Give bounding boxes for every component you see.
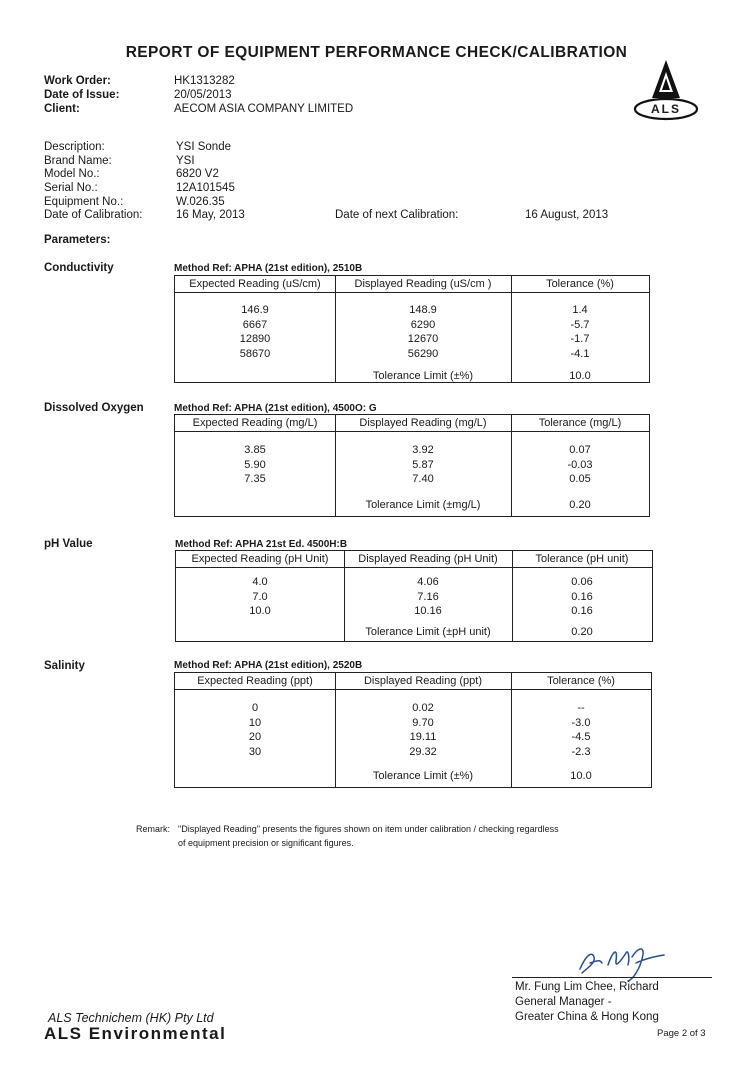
displayed-value: 56290 xyxy=(407,347,439,360)
tolerance-value: -4.5 xyxy=(571,731,591,743)
section-title: Conductivity xyxy=(44,262,114,274)
tolerance-value: -5.7 xyxy=(570,318,590,331)
work-order-value: HK1313282 xyxy=(174,75,235,87)
calibration-date-value: 16 May, 2013 xyxy=(176,209,245,221)
tolerance-value: -3.0 xyxy=(571,716,591,729)
tolerance-header: Tolerance (%) xyxy=(547,675,615,687)
equipment-value: W.026.35 xyxy=(176,196,225,208)
model-label: Model No.: xyxy=(44,168,100,180)
tolerance-value: 1.4 xyxy=(572,304,588,316)
expected-value: 0 xyxy=(251,702,259,714)
tolerance-limit-value: 0.20 xyxy=(571,626,593,638)
company-name: ALS Technichem (HK) Pty Ltd xyxy=(48,1011,214,1025)
displayed-header: Displayed Reading (ppt) xyxy=(363,675,482,687)
displayed-value: 4.06 xyxy=(417,576,439,588)
tolerance-value: -4.1 xyxy=(570,347,590,360)
tolerance-limit-label: Tolerance Limit (±%) xyxy=(372,770,474,782)
tolerance-value: 0.16 xyxy=(571,605,593,617)
displayed-value: 148.9 xyxy=(409,304,437,316)
tolerance-value: -0.03 xyxy=(567,458,593,471)
als-logo-text: ALS xyxy=(651,102,681,116)
displayed-value: 0.02 xyxy=(412,702,434,714)
expected-value: 3.85 xyxy=(244,444,266,456)
displayed-value: 5.87 xyxy=(412,458,434,471)
page-number: Page 2 of 3 xyxy=(657,1028,706,1039)
method-reference: Method Ref: APHA 21st Ed. 4500H:B xyxy=(175,539,348,550)
model-value: 6820 V2 xyxy=(176,168,219,180)
displayed-value: 6290 xyxy=(410,318,436,331)
remark xyxy=(136,822,559,850)
displayed-value: 19.11 xyxy=(409,731,437,743)
tolerance-value: -1.7 xyxy=(570,333,590,345)
expected-value: 10 xyxy=(248,716,262,729)
tolerance-value: 0.16 xyxy=(571,590,593,603)
tolerance-limit-value: 10.0 xyxy=(569,370,591,382)
calibration-table xyxy=(174,414,650,517)
method-reference: Method Ref: APHA (21st edition), 4500O: G xyxy=(174,403,377,414)
tolerance-value: -- xyxy=(577,702,585,714)
expected-header: Expected Reading (ppt) xyxy=(197,675,313,687)
expected-header: Expected Reading (uS/cm) xyxy=(189,278,321,290)
serial-label: Serial No.: xyxy=(44,182,98,194)
description-label: Description: xyxy=(44,141,105,153)
calibration-table xyxy=(174,672,652,788)
signatory-name: Mr. Fung Lim Chee, Richard xyxy=(515,981,659,993)
work-order-label: Work Order: xyxy=(44,75,111,87)
displayed-value: 7.40 xyxy=(412,473,434,485)
expected-value: 7.35 xyxy=(244,473,266,485)
remark-label: Remark: xyxy=(136,824,171,834)
tolerance-limit-label: Tolerance Limit (±mg/L) xyxy=(365,499,481,511)
expected-value: 6667 xyxy=(242,318,268,331)
displayed-value: 9.70 xyxy=(412,716,434,729)
expected-value: 5.90 xyxy=(244,458,266,471)
issue-date-value: 20/05/2013 xyxy=(174,89,232,101)
tolerance-value: 0.05 xyxy=(569,473,591,485)
displayed-header: Displayed Reading (uS/cm ) xyxy=(354,278,492,290)
client-value: AECOM ASIA COMPANY LIMITED xyxy=(174,103,354,115)
als-logo xyxy=(632,58,700,122)
calibration-table xyxy=(174,275,650,383)
calibration-date-label: Date of Calibration: xyxy=(44,209,143,221)
displayed-value: 10.16 xyxy=(414,605,442,617)
remark-line-2: of equipment precision or significant figures. xyxy=(178,838,354,848)
handwritten-signature xyxy=(572,935,672,983)
expected-value: 30 xyxy=(248,745,262,758)
next-calibration-label: Date of next Calibration: xyxy=(335,209,459,221)
tolerance-header: Tolerance (mg/L) xyxy=(538,417,622,429)
section-title: pH Value xyxy=(44,538,93,550)
report-title: REPORT OF EQUIPMENT PERFORMANCE CHECK/CALIBRATION xyxy=(125,44,628,61)
signatory-title: General Manager - xyxy=(515,996,612,1008)
displayed-value: 7.16 xyxy=(417,590,439,603)
brand-label: Brand Name: xyxy=(44,155,112,167)
calibration-table xyxy=(175,550,653,642)
tolerance-header: Tolerance (%) xyxy=(546,278,614,290)
method-reference: Method Ref: APHA (21st edition), 2520B xyxy=(174,660,363,671)
tolerance-value: -2.3 xyxy=(571,745,591,758)
equipment-label: Equipment No.: xyxy=(44,196,124,208)
tolerance-limit-value: 10.0 xyxy=(570,770,592,782)
serial-value: 12A101545 xyxy=(176,182,235,194)
tolerance-limit-label: Tolerance Limit (±%) xyxy=(372,370,474,382)
displayed-value: 3.92 xyxy=(412,444,434,456)
signature-line xyxy=(512,977,712,978)
description-value: YSI Sonde xyxy=(176,141,231,153)
tolerance-value: 0.06 xyxy=(571,576,593,588)
expected-value: 10.0 xyxy=(249,605,271,617)
expected-value: 58670 xyxy=(239,347,271,360)
section-title: Dissolved Oxygen xyxy=(44,402,144,414)
tolerance-limit-value: 0.20 xyxy=(569,499,591,511)
remark-line-1: "Displayed Reading" presents the figures shown on item under calibration / checking regardless xyxy=(178,824,559,834)
expected-value: 146.9 xyxy=(241,304,269,316)
signatory-region: Greater China & Hong Kong xyxy=(515,1011,659,1023)
company-brand: ALS Environmental xyxy=(44,1024,227,1043)
expected-value: 20 xyxy=(248,731,262,743)
expected-value: 7.0 xyxy=(252,590,268,603)
parameters-heading: Parameters: xyxy=(44,234,111,246)
issue-date-label: Date of Issue: xyxy=(44,89,120,101)
tolerance-limit-label: Tolerance Limit (±pH unit) xyxy=(365,626,491,638)
brand-value: YSI xyxy=(176,155,195,167)
tolerance-header: Tolerance (pH unit) xyxy=(535,553,629,565)
displayed-header: Displayed Reading (pH Unit) xyxy=(358,553,498,565)
displayed-header: Displayed Reading (mg/L) xyxy=(359,417,487,429)
displayed-value: 29.32 xyxy=(409,745,437,758)
section-title: Salinity xyxy=(44,660,85,672)
method-reference: Method Ref: APHA (21st edition), 2510B xyxy=(174,263,363,274)
tolerance-value: 0.07 xyxy=(569,444,591,456)
expected-header: Expected Reading (mg/L) xyxy=(192,417,318,429)
client-label: Client: xyxy=(44,103,80,115)
next-calibration-value: 16 August, 2013 xyxy=(525,209,609,221)
expected-value: 12890 xyxy=(239,333,271,345)
expected-header: Expected Reading (pH Unit) xyxy=(191,553,329,565)
displayed-value: 12670 xyxy=(407,333,439,345)
expected-value: 4.0 xyxy=(252,576,268,588)
